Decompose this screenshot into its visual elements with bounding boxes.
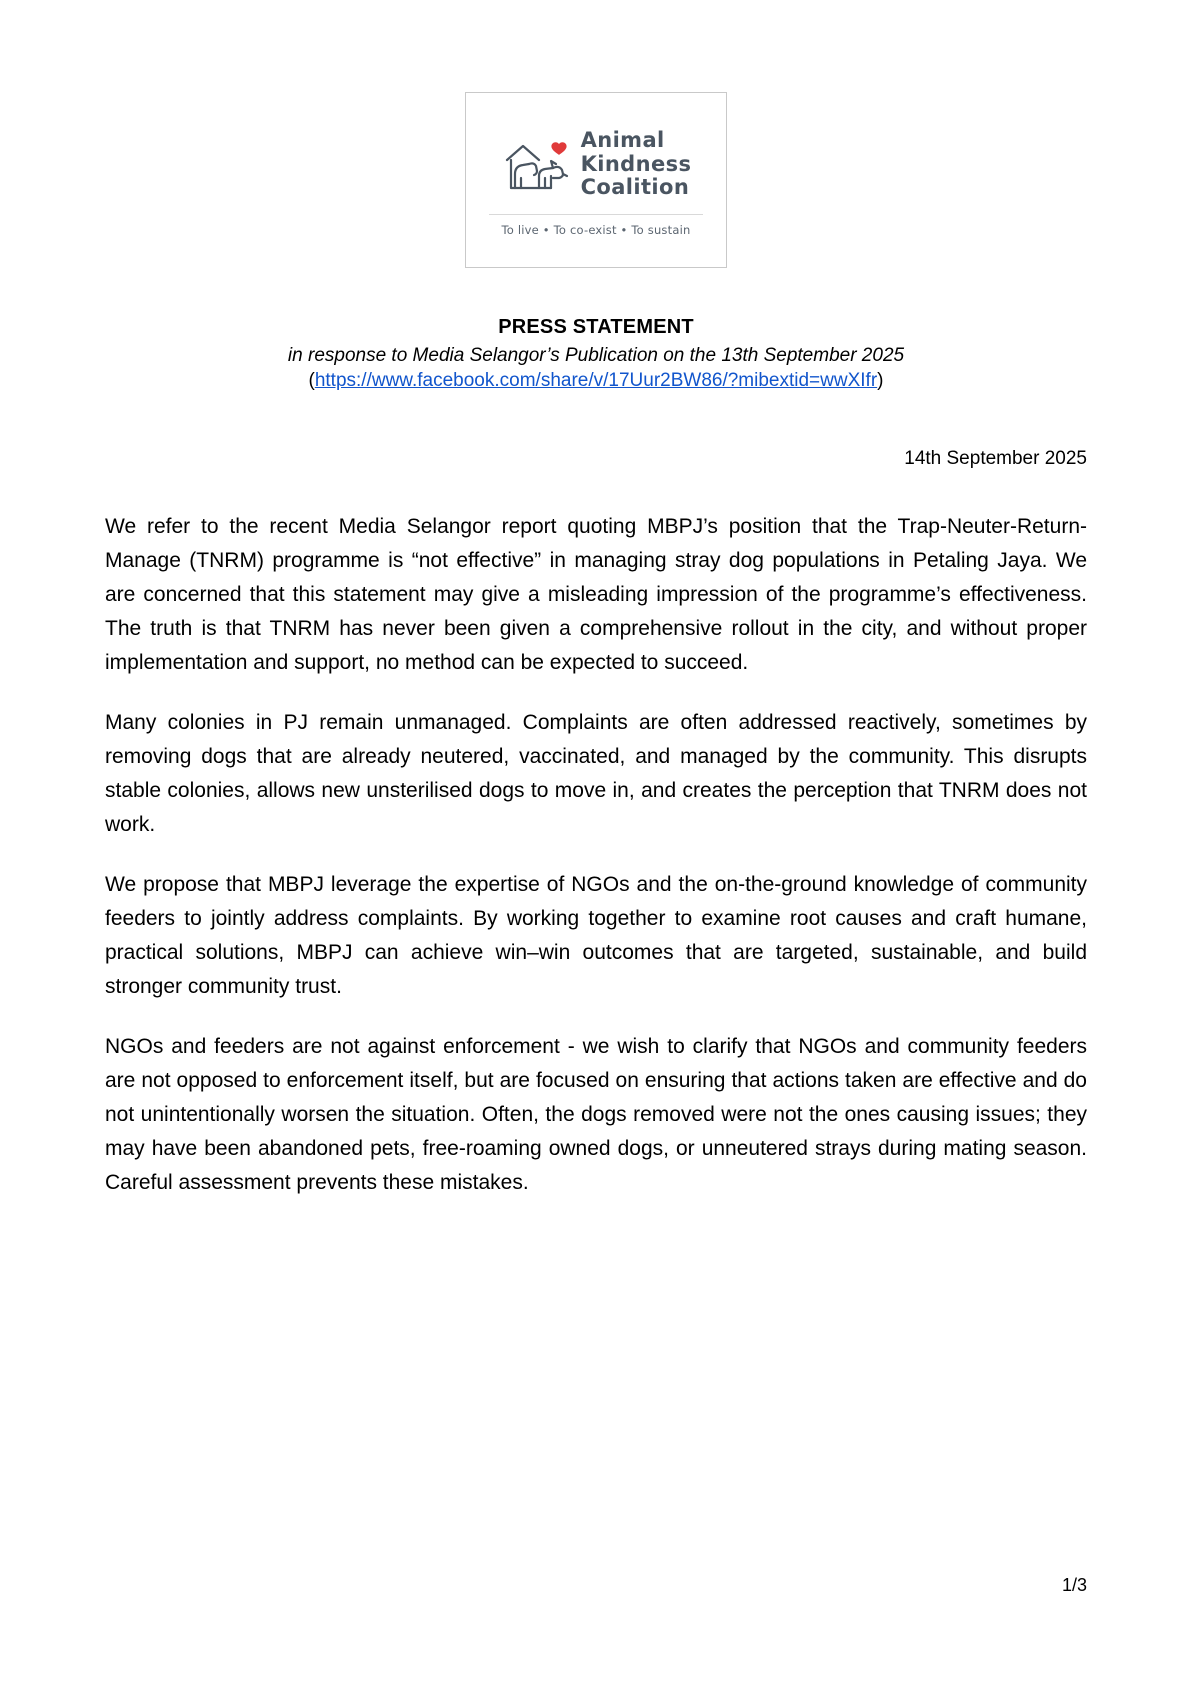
logo-line-1: Animal xyxy=(580,128,665,153)
paragraph: We refer to the recent Media Selangor report quoting MBPJ’s position that the Trap-Neuter-Return-Manage (TNRM) programme is “not effective” in managing stray dog populations in Petaling Jaya. We are concerned that this statement may give a misleading impression of the programme’s effectiveness. The truth is that TNRM has never been given a comprehensive rollout in the city, and without proper implementation and support, no method can be expected to succeed. xyxy=(105,515,1087,675)
dog-and-house-with-heart-icon xyxy=(501,130,573,198)
logo-line-3: Coalition xyxy=(580,175,690,200)
link-open-paren: ( xyxy=(308,370,315,391)
organization-logo xyxy=(465,92,727,268)
link-close-paren: ) xyxy=(877,370,884,391)
page-title: PRESS STATEMENT xyxy=(498,316,694,338)
logo-line-2: Kindness xyxy=(580,151,692,176)
paragraph: NGOs and feeders are not against enforcement - we wish to clarify that NGOs and community feeders are not opposed to enforcement itself, but are focused on ensuring that actions taken are effective and do not unintentionally worsen the situation. Often, the dogs removed were not the ones causing issues; they may have been abandoned pets, free-roaming owned dogs, or unneutered strays during mating season. Careful assessment prevents these mistakes. xyxy=(105,1035,1087,1195)
logo-area xyxy=(105,92,1087,268)
page-subtitle: in response to Media Selangor’s Publication on the 13th September 2025 xyxy=(287,345,905,366)
statement-date: 14th September 2025 xyxy=(904,448,1087,469)
logo-tagline: To live • To co-exist • To sustain xyxy=(489,214,703,237)
source-link[interactable]: https://www.facebook.com/share/v/17Uur2BW86/?mibextid=wwXIfr xyxy=(314,370,878,391)
source-link-line xyxy=(105,370,1087,392)
page-number: 1/3 xyxy=(1061,1575,1087,1595)
header-block xyxy=(105,316,1087,392)
statement-body xyxy=(105,510,1087,1200)
logo-wordmark xyxy=(581,129,692,200)
paragraph: Many colonies in PJ remain unmanaged. Complaints are often addressed reactively, sometimes by removing dogs that are already neutered, vaccinated, and managed by the community. This disrupts stable colonies, allows new unsterilised dogs to move in, and creates the perception that TNRM does not work. xyxy=(105,711,1087,837)
paragraph: We propose that MBPJ leverage the expertise of NGOs and the on-the-ground knowledge of community feeders to jointly address complaints. By working together to examine root causes and craft humane, practical solutions, MBPJ can achieve win–win outcomes that are targeted, sustainable, and build stronger community trust. xyxy=(105,873,1087,999)
logo-content xyxy=(501,123,692,200)
